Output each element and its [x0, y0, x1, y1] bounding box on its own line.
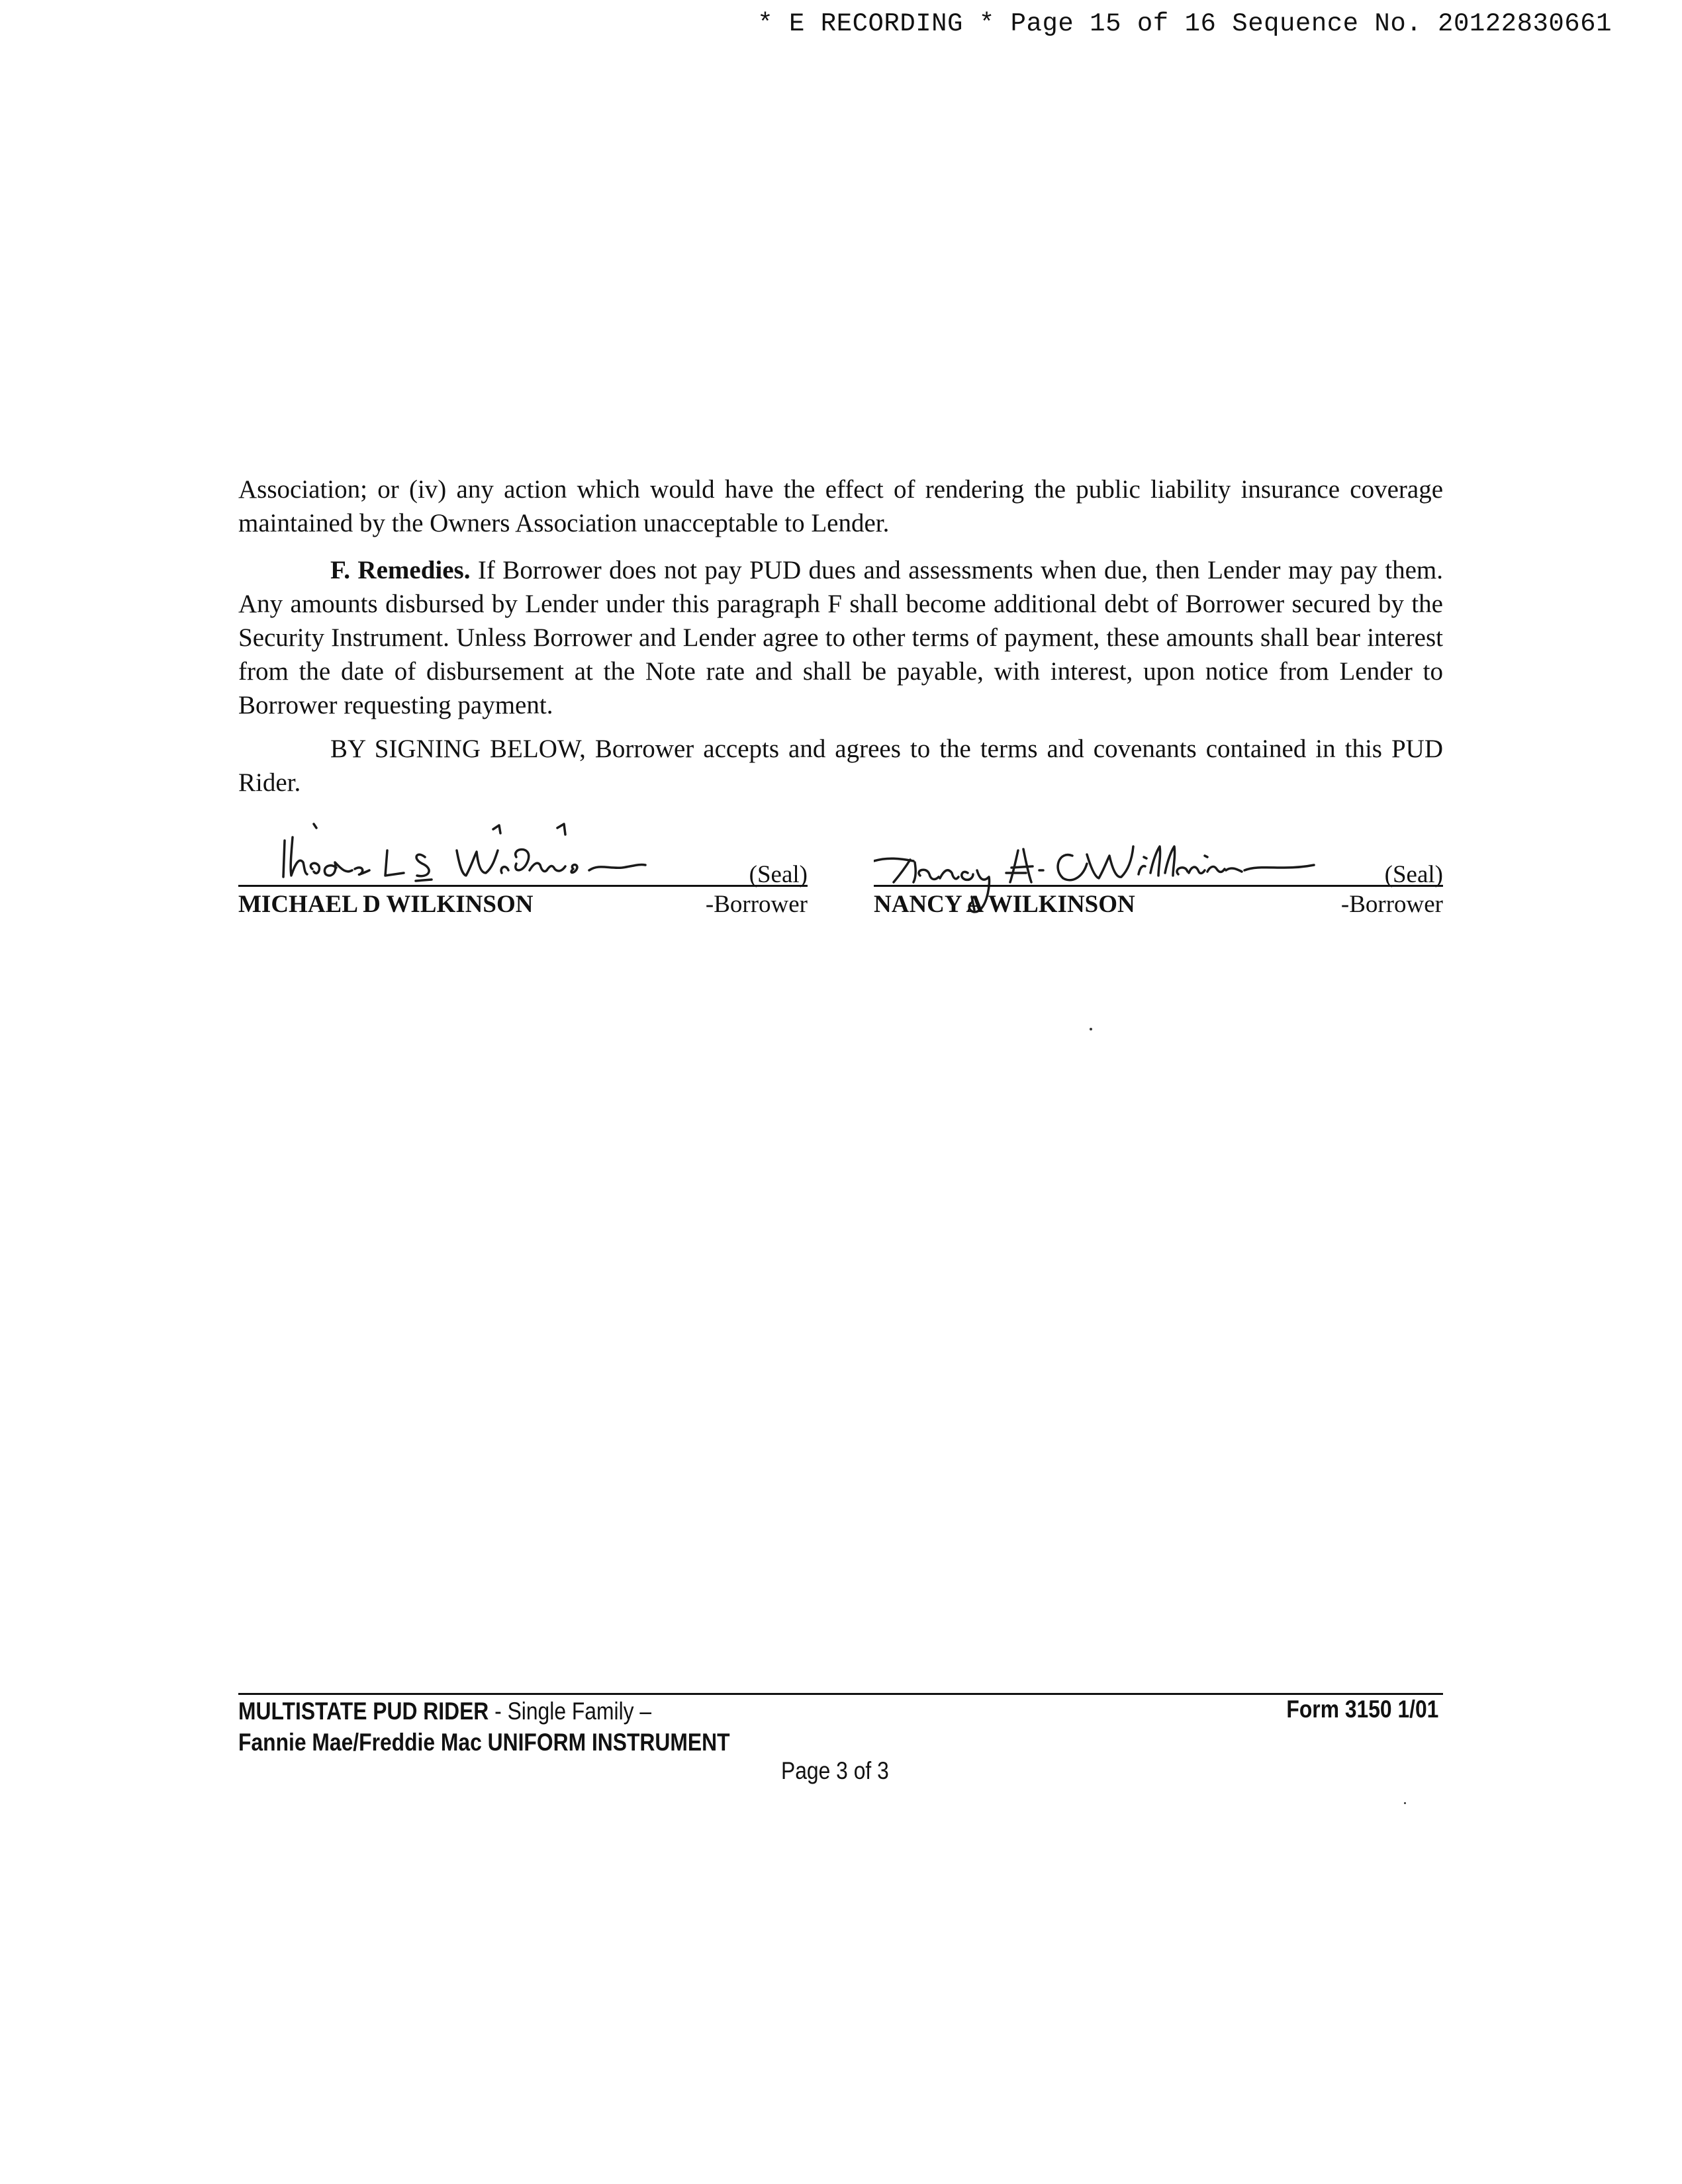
- footer-instrument-line: Fannie Mae/Freddie Mac UNIFORM INSTRUMENT: [238, 1729, 730, 1756]
- scan-speck: [1404, 1802, 1406, 1804]
- signer-role: -Borrower: [705, 891, 808, 918]
- footer-title-line: [238, 1696, 730, 1727]
- paragraph-signing: [238, 732, 1443, 799]
- signature-block-nancy: [874, 804, 1443, 936]
- signature-block-michael: [238, 804, 808, 936]
- footer-form-title: [238, 1696, 730, 1758]
- scan-speck: [1090, 1028, 1092, 1030]
- page-number: Page 3 of 3: [781, 1757, 889, 1784]
- paragraph-remedies: [238, 553, 1443, 722]
- recording-header: * E RECORDING * Page 15 of 16 Sequence No. 20122830661: [757, 9, 1612, 38]
- paragraph-remedies-text: [238, 553, 1443, 722]
- paragraph-association: [238, 473, 1443, 540]
- footer-rule: [238, 1693, 1443, 1695]
- signer-role: -Borrower: [1340, 891, 1443, 918]
- remedies-body: If Borrower does not pay PUD dues and assessments when due, then Lender may pay them. Any amounts disbursed by Lender under this paragraph F shall become additional debt of Borrower secured by the Security Instrument. Unless Borrower and Lender agree to other terms of payment, these amounts shall bear interest from the date of disbursement at the Note rate and shall be payable, with interest, upon notice from Lender to Borrower requesting payment.: [238, 556, 1443, 719]
- signer-name: NANCY A WILKINSON: [874, 891, 1135, 918]
- signature-line: [874, 885, 1443, 887]
- footer-title-rest: - Single Family –: [489, 1698, 652, 1725]
- signature-line: [238, 885, 808, 887]
- paragraph-signing-text: BY SIGNING BELOW, Borrower accepts and agrees to the terms and covenants contained in this PUD Rider.: [238, 735, 1443, 797]
- signer-name: MICHAEL D WILKINSON: [238, 891, 534, 918]
- paragraph-association-text: Association; or (iv) any action which would have the effect of rendering the public liability insurance coverage maintained by the Owners Association unacceptable to Lender.: [238, 475, 1443, 537]
- footer-form-number: Form 3150 1/01: [1286, 1696, 1438, 1723]
- remedies-heading: F. Remedies.: [330, 556, 471, 584]
- footer-title-bold: MULTISTATE PUD RIDER: [238, 1698, 489, 1725]
- seal-label: (Seal): [749, 861, 808, 888]
- seal-label: (Seal): [1384, 861, 1443, 888]
- handwritten-signature-michael: [238, 804, 741, 887]
